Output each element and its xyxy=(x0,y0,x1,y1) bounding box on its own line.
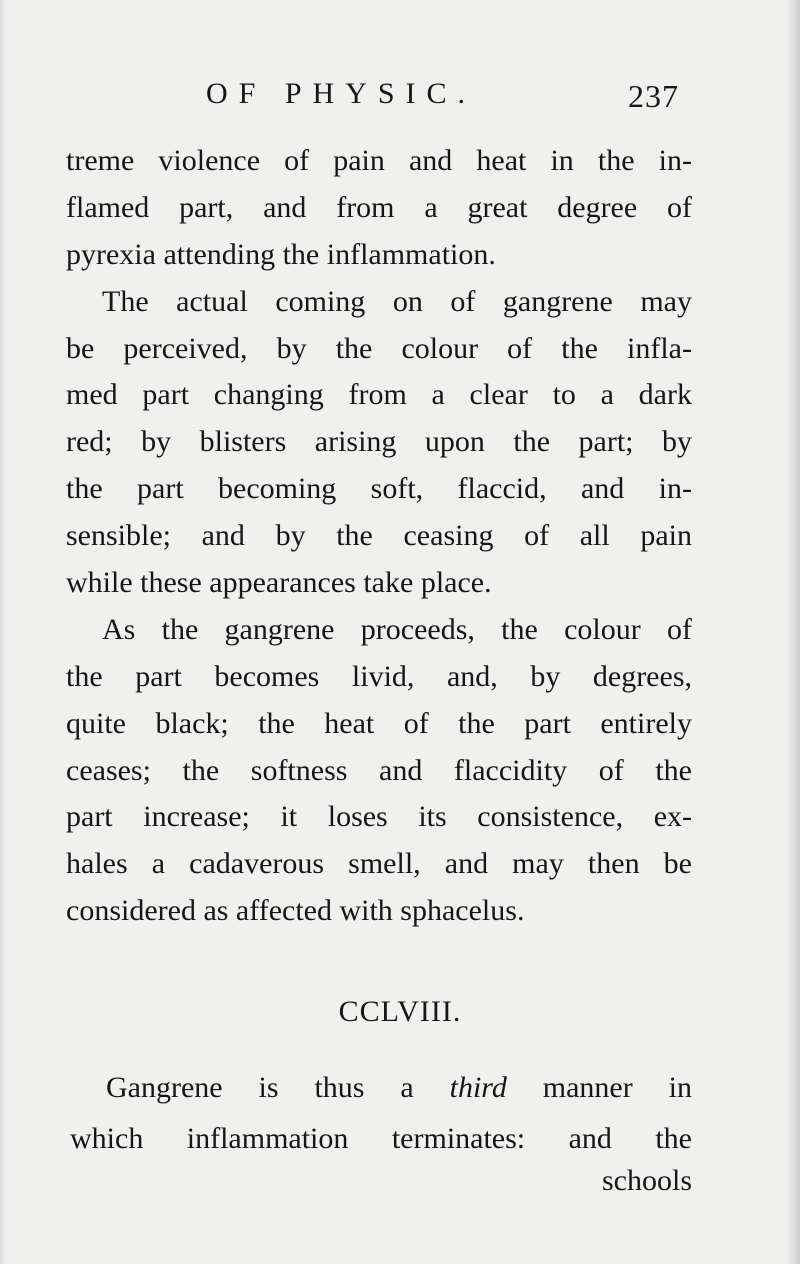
running-head xyxy=(200,72,720,116)
section-line-2: which inflammation terminates: and the xyxy=(70,1122,692,1155)
section-line-1-end: manner in xyxy=(542,1071,692,1104)
page-left-edge xyxy=(0,0,6,1264)
text-line: quite black; the heat of the part entirely xyxy=(66,706,692,740)
page-right-edge xyxy=(786,0,800,1264)
section-text xyxy=(70,1062,692,1164)
text-line: med part changing from a clear to a dark xyxy=(66,378,692,412)
text-line: ceases; the softness and flaccidity of the xyxy=(66,753,692,787)
page-number: 237 xyxy=(628,78,679,114)
catchword: schools xyxy=(602,1164,692,1197)
section-line-1-italic: third xyxy=(449,1071,507,1104)
text-line: flamed part, and from a great degree of xyxy=(66,190,692,224)
body-text xyxy=(66,138,692,935)
text-line: sensible; and by the ceasing of all pain xyxy=(66,519,692,553)
text-line: The actual coming on of gangrene may xyxy=(102,284,692,318)
text-line: be perceived, by the colour of the infla- xyxy=(66,331,692,365)
text-line: part increase; it loses its consistence, ex- xyxy=(66,800,692,834)
section-heading: CCLVIII. xyxy=(338,995,462,1028)
text-line: pyrexia attending the inflammation. xyxy=(66,237,496,271)
section-line-1-start: Gangrene is thus a xyxy=(106,1071,414,1104)
section-line-1 xyxy=(70,1062,692,1113)
text-line: red; by blisters arising upon the part; by xyxy=(66,425,692,459)
text-line: hales a cadaverous smell, and may then be xyxy=(66,847,692,881)
text-line: considered as affected with sphacelus. xyxy=(66,894,525,928)
text-line: As the gangrene proceeds, the colour of xyxy=(102,612,692,646)
text-line: the part becomes livid, and, by degrees, xyxy=(66,659,692,693)
running-head-title: OF PHYSIC. xyxy=(206,77,477,110)
text-line: the part becoming soft, flaccid, and in- xyxy=(66,472,692,506)
text-line: treme violence of pain and heat in the in- xyxy=(66,144,692,177)
text-line: while these appearances take place. xyxy=(66,566,492,600)
